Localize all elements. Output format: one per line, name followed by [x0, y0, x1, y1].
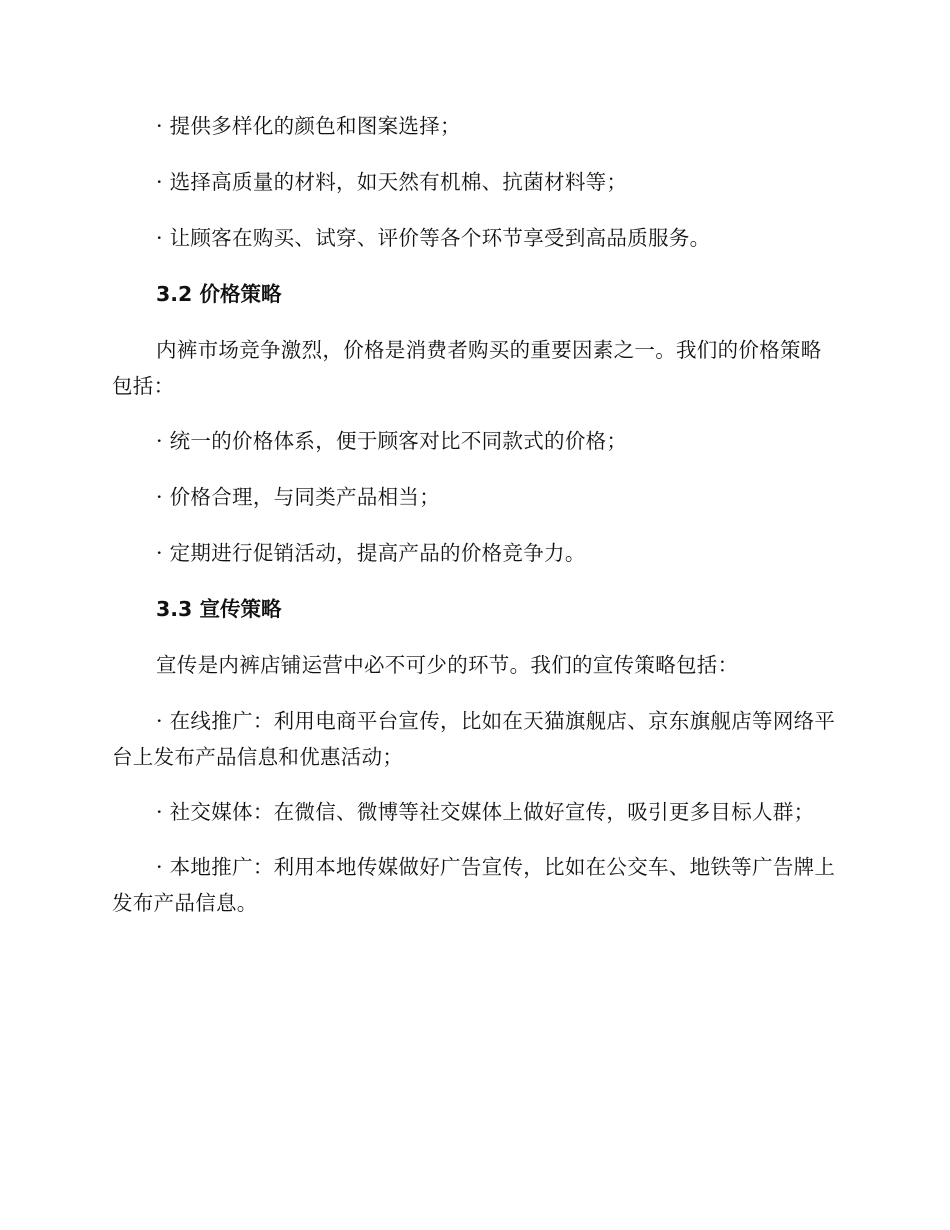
bullet-materials: · 选择高质量的材料，如天然有机棉、抗菌材料等； [156, 170, 628, 194]
promotion-intro-paragraph: 宣传是内裤店铺运营中必不可少的环节。我们的宣传策略包括： [156, 653, 739, 677]
pricing-intro-paragraph: 内裤市场竞争激烈，价格是消费者购买的重要因素之一。我们的价格策略包括： [112, 338, 822, 398]
bullet-service: · 让顾客在购买、试穿、评价等各个环节享受到高品质服务。 [156, 226, 711, 250]
bullet-online-promotion: · 在线推广：利用电商平台宣传，比如在天猫旗舰店、京东旗舰店等网络平台上发布产品信息和优惠活动； [112, 709, 836, 769]
bullet-color-pattern: · 提供多样化的颜色和图案选择； [156, 114, 461, 138]
bullet-unified-pricing: · 统一的价格体系，便于顾客对比不同款式的价格； [156, 429, 628, 453]
bullet-reasonable-price: · 价格合理，与同类产品相当； [156, 485, 441, 509]
bullet-social-media: · 社交媒体：在微信、微博等社交媒体上做好宣传，吸引更多目标人群； [156, 800, 815, 824]
section-heading-promotion: 3.3 宣传策略 [156, 597, 282, 621]
bullet-local-promotion: · 本地推广：利用本地传媒做好广告宣传，比如在公交车、地铁等广告牌上发布产品信息。 [112, 855, 836, 915]
document-body [112, 108, 838, 940]
bullet-promotions: · 定期进行促销活动，提高产品的价格竞争力。 [156, 541, 586, 565]
section-heading-pricing: 3.2 价格策略 [156, 282, 282, 306]
